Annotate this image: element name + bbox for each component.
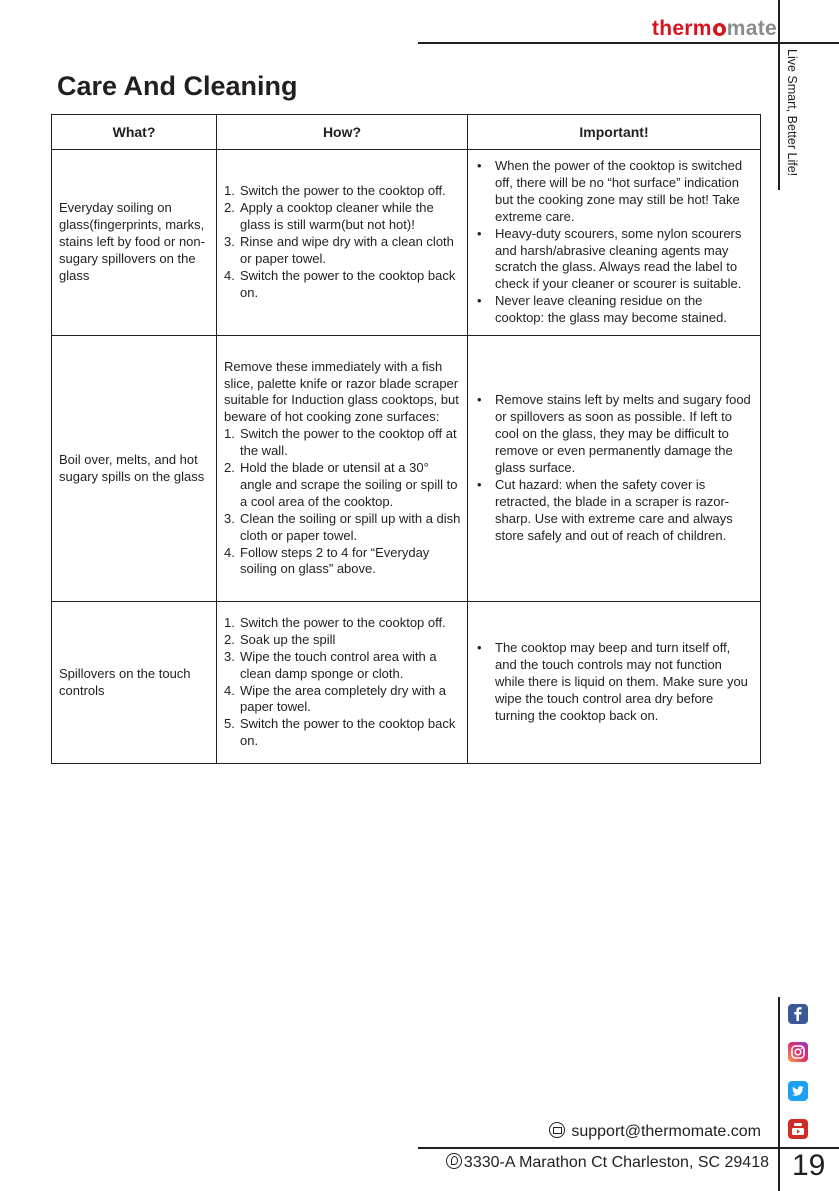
important-item: • Cut hazard: when the safety cover is retracted, the blade in a scraper is razor-sharp. Use with extreme care and always store safely and out of reach of children. [475,477,754,545]
how-cell [217,336,468,602]
steps-list [224,426,461,578]
youtube-icon[interactable] [788,1119,808,1139]
how-cell [217,602,468,764]
instagram-icon[interactable] [788,1042,808,1062]
brand-logo: therm mate [651,17,777,40]
twitter-icon[interactable] [788,1081,808,1101]
important-list [475,158,754,327]
step-item: 3. Wipe the touch control area with a clean damp sponge or cloth. [224,648,437,681]
important-cell [468,336,761,602]
what-cell: Everyday soiling on glass(fingerprints, marks, stains left by food or non-sugary spillovers on the glass [52,150,217,336]
important-item: • The cooktop may beep and turn itself off, and the touch controls may not function while there is liquid on them. Make sure you wipe the touch control area dry before turning the cooktop back on. [475,640,754,725]
important-cell [468,602,761,764]
how-cell [217,150,468,336]
how-intro: Remove these immediately with a fish slice, palette knife or razor blade scraper suitable for Induction glass cooktops, but beware of hot cooking zone surfaces: [224,358,459,425]
table-row [52,602,761,764]
step-item: 4. Switch the power to the cooktop back on. [224,267,456,300]
important-item: • Heavy-duty scourers, some nylon scourers and harsh/abrasive cleaning agents may scratch the glass. Always read the label to check if your cleaner or scourer is suitable. [475,226,754,294]
location-pin-icon [446,1153,462,1169]
what-cell: Spillovers on the touch controls [52,602,217,764]
facebook-icon[interactable] [788,1004,808,1024]
side-rule-bottom [778,997,780,1191]
flame-icon [713,23,726,36]
step-item: 2. Apply a cooktop cleaner while the glass is still warm(but not hot)! [224,200,434,233]
step-item: 1. Switch the power to the cooktop off. [224,614,446,630]
table-row [52,150,761,336]
table-header-row [52,115,761,150]
step-item: 1. Switch the power to the cooktop off. [224,183,446,199]
important-list [475,640,754,725]
header-important: Important! [468,115,761,150]
slogan: Live Smart, Better Life! [785,49,799,177]
step-item: 4. Wipe the area completely dry with a paper towel. [224,682,446,715]
step-item: 3. Clean the soiling or spill up with a dish cloth or paper towel. [224,510,461,543]
steps-list [224,183,461,301]
important-list [475,392,754,544]
important-cell [468,150,761,336]
care-table [51,114,761,764]
step-item: 5. Switch the power to the cooktop back on. [224,716,456,749]
what-cell: Boil over, melts, and hot sugary spills on the glass [52,336,217,602]
side-rule-top [778,0,780,190]
footer-rule [418,1147,839,1149]
step-item: 3. Rinse and wipe dry with a clean cloth or paper towel. [224,234,454,266]
email-icon [549,1122,565,1138]
page-number: 19 [792,1149,826,1182]
important-item: • Never leave cleaning residue on the cooktop: the glass may become stained. [475,293,754,327]
header-how: How? [217,115,468,150]
important-item: • Remove stains left by melts and sugary food or spillovers as soon as possible. If left to cool on the glass, they may be difficult to remove or even permanently damage the glass surface. [475,392,754,477]
step-item: 4. Follow steps 2 to 4 for “Everyday soiling on glass” above. [224,544,430,577]
steps-list [224,615,461,750]
important-item: • When the power of the cooktop is switched off, there will be no “hot surface” indication but the cooking zone may still be hot! Take extreme care. [475,158,754,226]
step-item: 2. Soak up the spill [224,631,336,647]
header-what: What? [52,115,217,150]
support-email[interactable]: support@thermomate.com [549,1122,761,1141]
header-rule [418,42,839,44]
step-item: 1. Switch the power to the cooktop off at the wall. [224,426,457,459]
address: 3330-A Marathon Ct Charleston, SC 29418 [446,1153,769,1172]
page-title: Care And Cleaning [57,71,298,101]
step-item: 2. Hold the blade or utensil at a 30° angle and scrape the soiling or spill to a cool area of the cooktop. [224,460,458,509]
table-row [52,336,761,602]
